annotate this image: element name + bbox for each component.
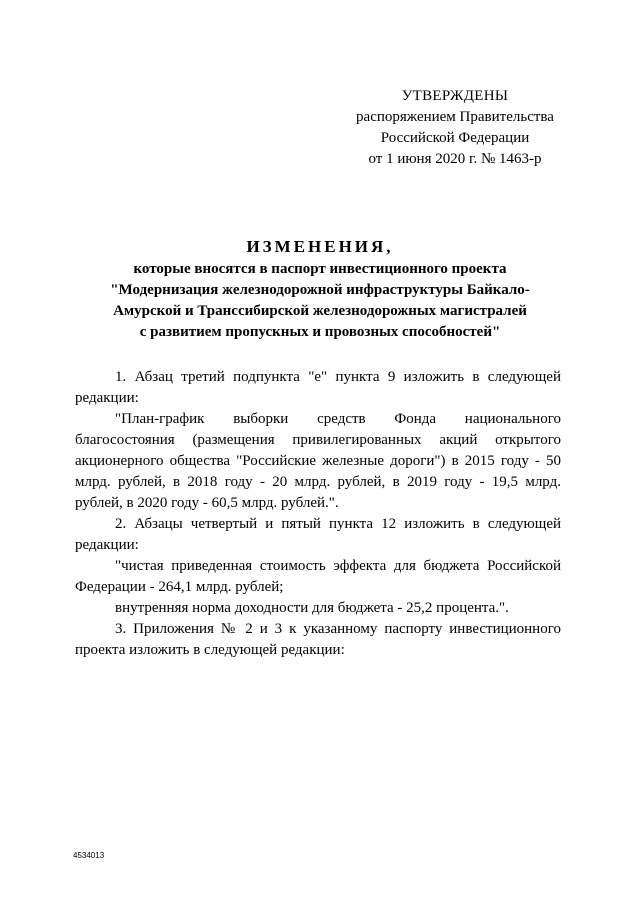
document-body <box>75 367 561 661</box>
paragraph-3: 2. Абзацы четвертый и пятый пункта 12 изложить в следующей редакции: <box>75 516 561 553</box>
approval-stamp <box>330 86 580 170</box>
document-title <box>70 236 570 343</box>
document-code: 4534013 <box>73 851 105 860</box>
title-line-2: "Модернизация железнодорожной инфраструктуры Байкало- <box>110 282 530 298</box>
title-line-3: Амурской и Транссибирской железнодорожных магистралей <box>113 303 527 319</box>
approval-country: Российской Федерации <box>380 130 530 146</box>
title-line-4: с развитием пропускных и провозных способностей" <box>139 324 501 340</box>
paragraph-2: "План-график выборки средств Фонда национального благосостояния (размещения привилегированных акций открытого акционерного общества "Российские железные дороги") в 2015 году - 50 млрд. рублей, в 2018 году - 20 млрд. рублей, в 2019 году - 19,5 млрд. рублей, в 2020 году - 60,5 млрд. рублей.". <box>75 411 561 511</box>
approval-date-number: от 1 июня 2020 г. № 1463-р <box>368 151 542 167</box>
paragraph-4: "чистая приведенная стоимость эффекта для бюджета Российской Федерации - 264,1 млрд. рублей; <box>75 558 561 595</box>
paragraph-5: внутренняя норма доходности для бюджета - 25,2 процента.". <box>115 600 509 616</box>
paragraph-6: 3. Приложения № 2 и 3 к указанному паспорту инвестиционного проекта изложить в следующей редакции: <box>75 621 561 658</box>
page-title: ИЗМЕНЕНИЯ, <box>246 237 394 256</box>
approval-heading: УТВЕРЖДЕНЫ <box>401 88 509 104</box>
approval-authority: распоряжением Правительства <box>356 109 554 125</box>
title-line-1: которые вносятся в паспорт инвестиционного проекта <box>133 261 507 277</box>
paragraph-1: 1. Абзац третий подпункта "е" пункта 9 изложить в следующей редакции: <box>75 369 561 406</box>
